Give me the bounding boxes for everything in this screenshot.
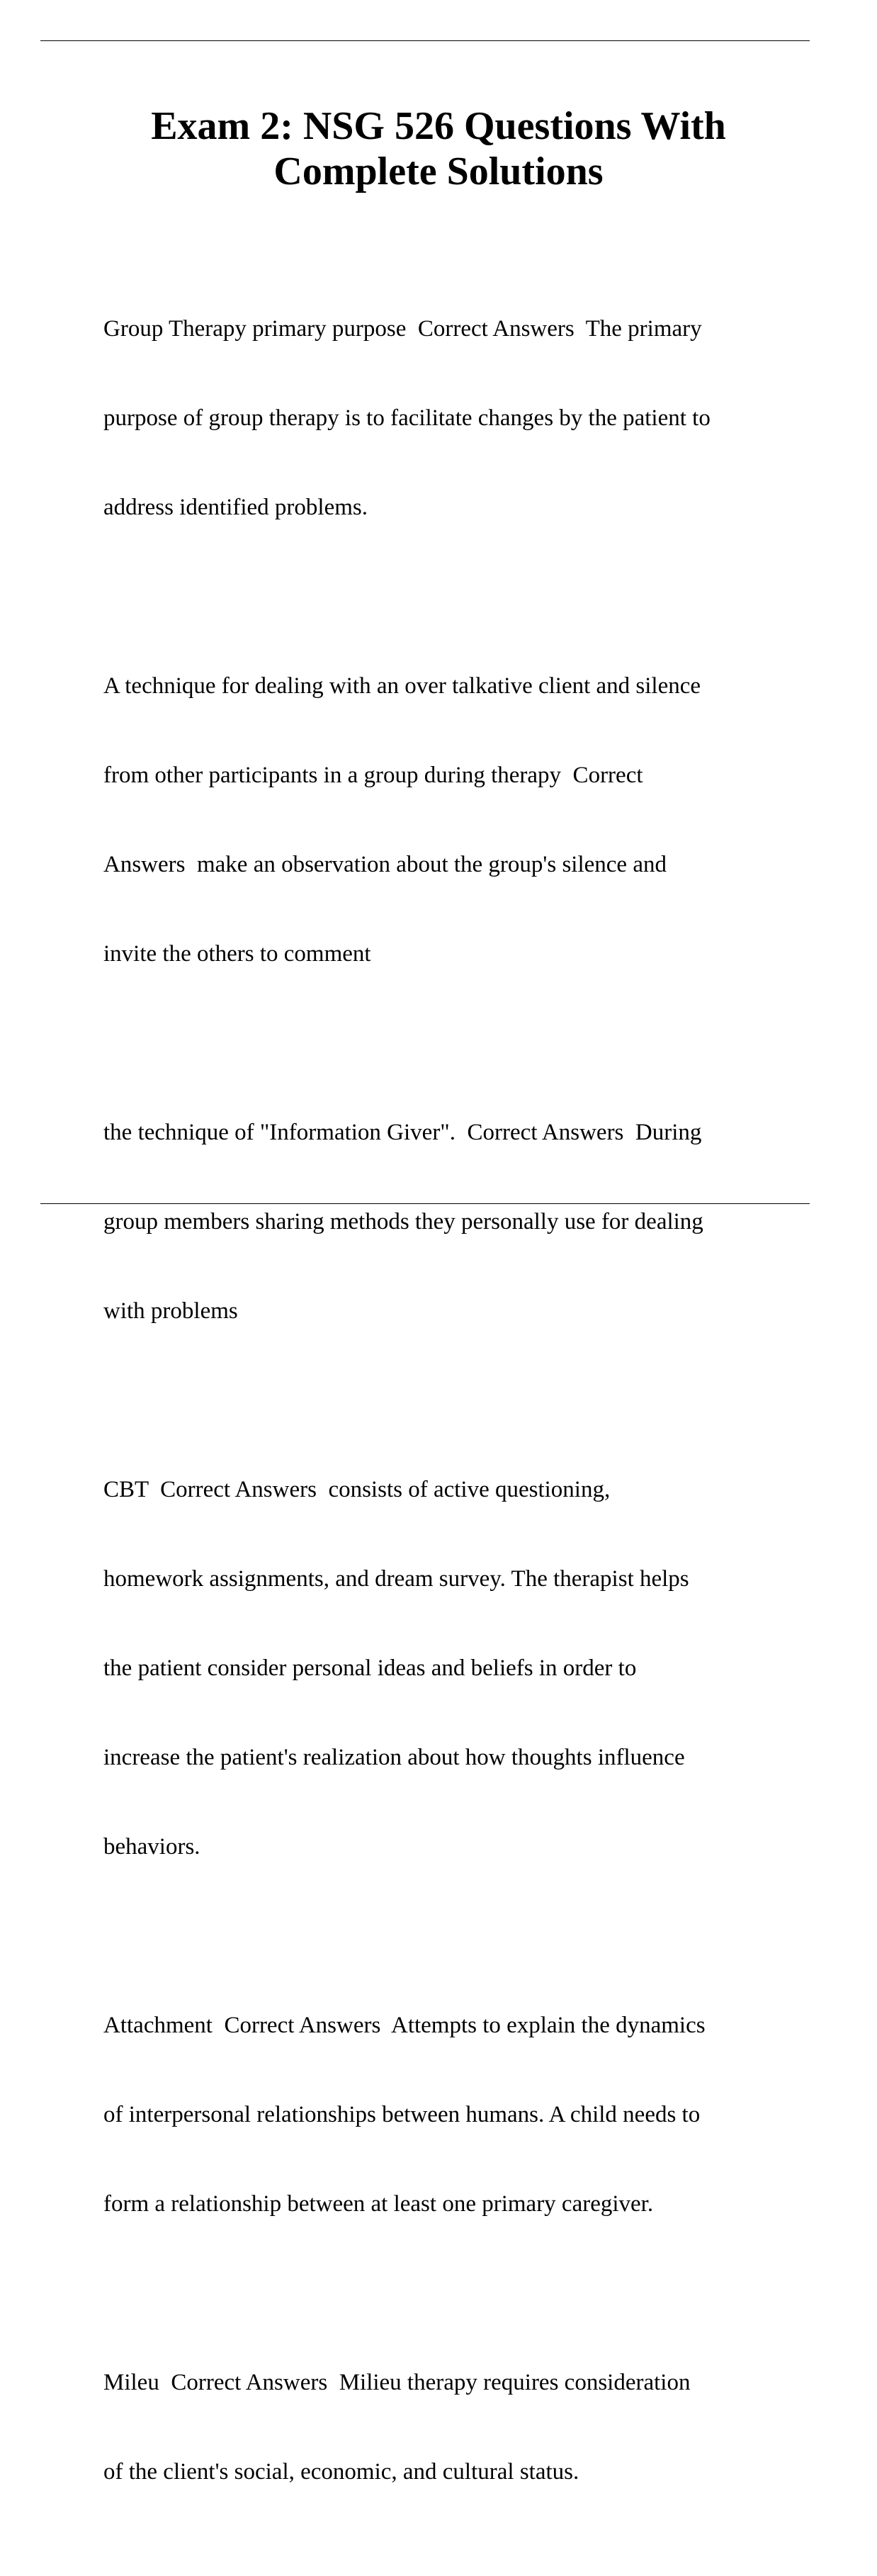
qa-line: invite the others to comment: [103, 941, 371, 967]
qa-line: with problems: [103, 1298, 238, 1324]
qa-item-attachment: [103, 1951, 812, 2278]
qa-item-talkative-client: [103, 612, 812, 1028]
top-divider: [40, 40, 810, 41]
qa-line: behaviors.: [103, 1834, 200, 1860]
qa-line: increase the patient's realization about how thoughts influence: [103, 1745, 685, 1770]
qa-line: A technique for dealing with an over talkative client and silence: [103, 673, 701, 699]
qa-line: Mileu Correct Answers Milieu therapy requires consideration: [103, 2370, 691, 2395]
qa-item-cbt: [103, 1415, 812, 1921]
bottom-divider: [40, 1203, 810, 1204]
qa-line: address identified problems.: [103, 495, 368, 520]
qa-line: the patient consider personal ideas and beliefs in order to: [103, 1655, 637, 1681]
qa-line: purpose of group therapy is to facilitate changes by the patient to: [103, 405, 711, 431]
qa-line: Attachment Correct Answers Attempts to explain the dynamics: [103, 2013, 706, 2038]
qa-line: CBT Correct Answers consists of active questioning,: [103, 1477, 611, 1502]
qa-list: [103, 254, 812, 2576]
qa-line: Answers make an observation about the group's silence and: [103, 852, 667, 877]
qa-line: from other participants in a group during therapy Correct: [103, 763, 643, 788]
qa-line: form a relationship between at least one primary caregiver.: [103, 2191, 654, 2217]
qa-line: Group Therapy primary purpose Correct Answers The primary: [103, 316, 702, 342]
title-line-1: Exam 2: NSG 526 Questions With: [151, 104, 726, 148]
qa-line: of the client's social, economic, and cultural status.: [103, 2459, 579, 2485]
qa-line: of interpersonal relationships between humans. A child needs to: [103, 2102, 701, 2127]
qa-item-group-therapy: [103, 254, 812, 582]
qa-item-milieu: [103, 2308, 812, 2546]
qa-line: the technique of "Information Giver". Correct Answers During: [103, 1120, 702, 1145]
qa-line: group members sharing methods they personally use for dealing: [103, 1209, 703, 1234]
qa-item-information-giver: [103, 1058, 812, 1385]
qa-line: homework assignments, and dream survey. The therapist helps: [103, 1566, 689, 1592]
document-title: [0, 103, 877, 194]
title-line-2: Complete Solutions: [273, 150, 604, 193]
